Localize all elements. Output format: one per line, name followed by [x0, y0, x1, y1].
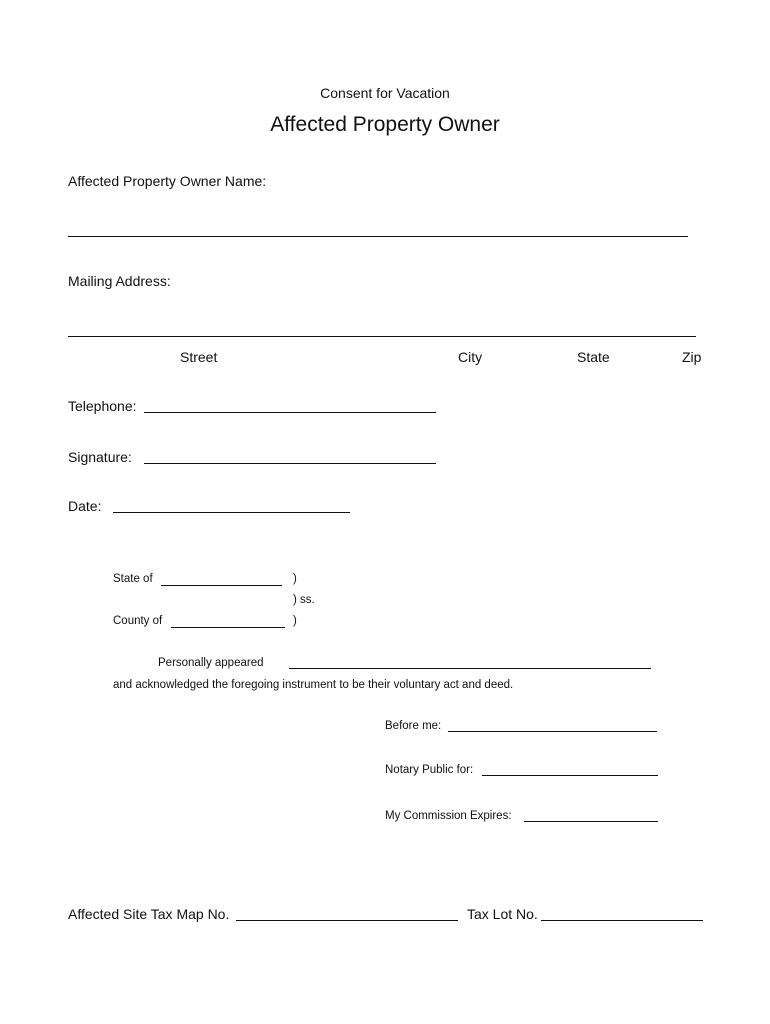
before-me-field[interactable]: [448, 731, 657, 732]
telephone-label: Telephone:: [68, 398, 137, 414]
county-paren: ): [293, 615, 297, 627]
date-field[interactable]: [113, 512, 350, 513]
address-street-label: Street: [180, 349, 218, 365]
owner-name-field[interactable]: [68, 236, 688, 237]
tax-map-label: Affected Site Tax Map No.: [68, 906, 230, 922]
state-of-field[interactable]: [161, 585, 282, 586]
form-subtitle: Consent for Vacation: [320, 85, 450, 101]
commission-expires-field[interactable]: [524, 821, 658, 822]
address-city-label: City: [458, 349, 483, 365]
address-state-label: State: [577, 349, 610, 365]
acknowledgement-text: and acknowledged the foregoing instrument to be their voluntary act and deed.: [113, 679, 514, 691]
personally-appeared-label: Personally appeared: [158, 657, 264, 669]
before-me-label: Before me:: [385, 720, 442, 732]
commission-expires-label: My Commission Expires:: [385, 810, 512, 822]
notary-public-for-field[interactable]: [482, 775, 658, 776]
tax-lot-field[interactable]: [541, 920, 703, 921]
ss-marker: ) ss.: [293, 594, 315, 606]
signature-label: Signature:: [68, 449, 132, 465]
county-of-field[interactable]: [171, 627, 285, 628]
state-paren: ): [293, 573, 297, 585]
mailing-address-field[interactable]: [68, 336, 696, 337]
personally-appeared-field[interactable]: [289, 668, 651, 669]
mailing-address-label: Mailing Address:: [68, 273, 171, 289]
address-zip-label: Zip: [682, 349, 702, 365]
telephone-field[interactable]: [144, 412, 436, 413]
form-title: Affected Property Owner: [270, 113, 500, 136]
signature-field[interactable]: [144, 463, 436, 464]
county-of-label: County of: [113, 615, 163, 627]
owner-name-label: Affected Property Owner Name:: [68, 173, 267, 189]
state-of-label: State of: [113, 573, 153, 585]
date-label: Date:: [68, 498, 102, 514]
tax-lot-label: Tax Lot No.: [467, 906, 538, 922]
notary-public-for-label: Notary Public for:: [385, 764, 474, 776]
tax-map-field[interactable]: [236, 920, 458, 921]
